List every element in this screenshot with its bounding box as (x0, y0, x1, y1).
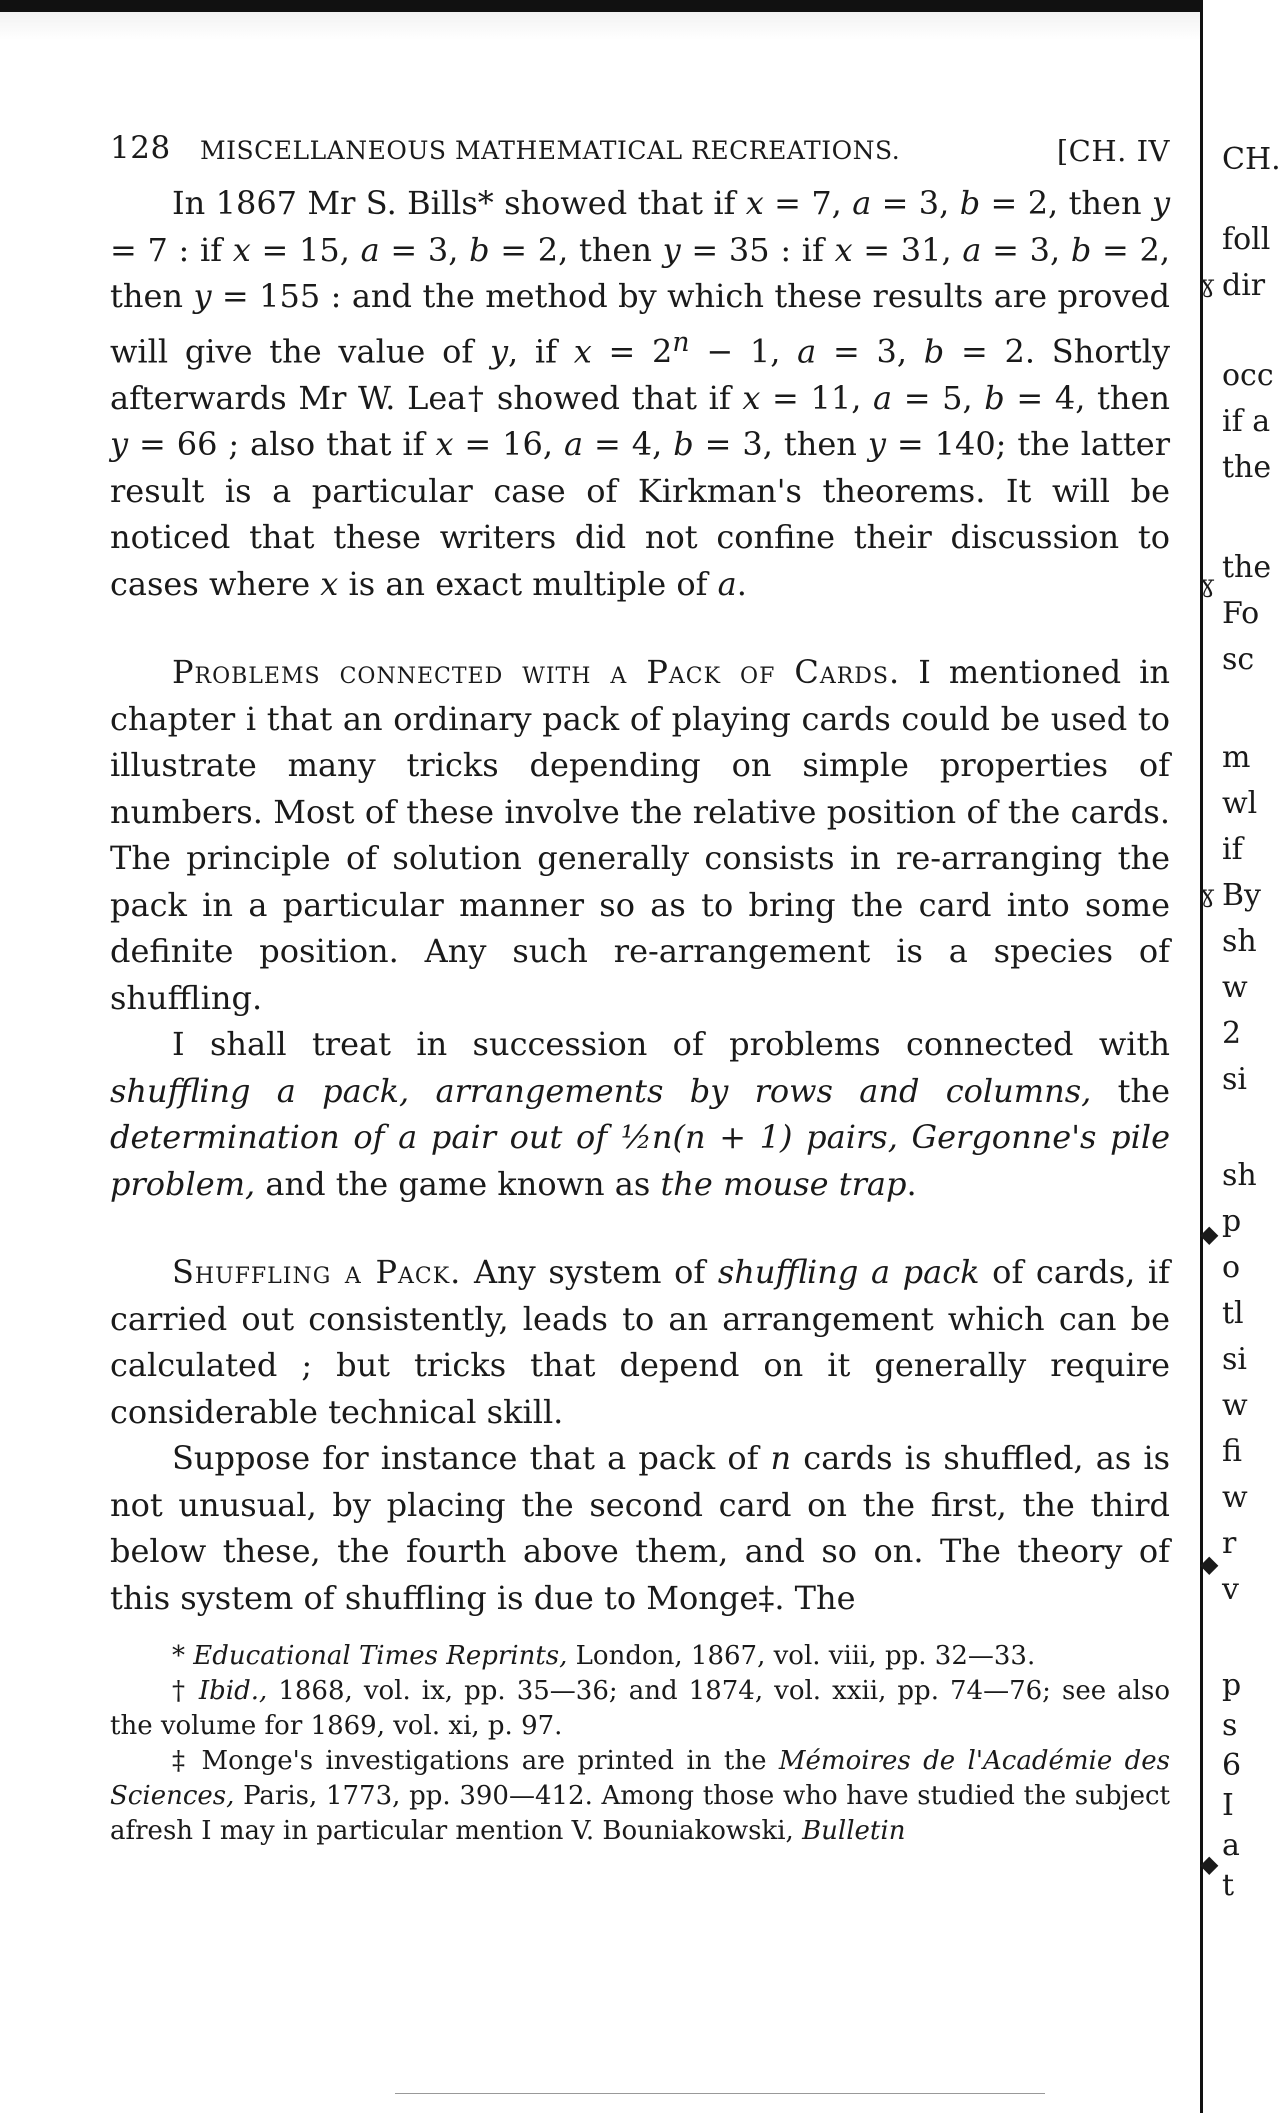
facing-page-fragment: the (1222, 450, 1272, 485)
binding-mark: ɣ (1200, 570, 1215, 598)
facing-page-fragment: m (1222, 740, 1251, 775)
facing-page-fragment: p (1222, 1204, 1242, 1239)
running-title: MISCELLANEOUS MATHEMATICAL RECREATIONS. (200, 136, 901, 165)
facing-page-fragment: if a (1222, 404, 1271, 439)
paragraph-problem-list: I shall treat in succession of problems connected with shuffling a pack, arrangements by rows and columns, the determination of a pair out of ½n(n + 1) pairs, Gergonne's pile problem, and the game known as the mouse trap. (110, 1025, 1171, 1203)
binding-mark: ◆ (1200, 1550, 1219, 1578)
facing-page-fragment: w (1222, 970, 1248, 1005)
facing-page-fragment: I (1222, 1788, 1234, 1823)
footnotes (110, 1639, 1170, 1849)
facing-page-fragment: sh (1222, 1158, 1257, 1193)
binding-mark: ◆ (1200, 1220, 1219, 1248)
facing-page-fragment: 2 (1222, 1016, 1242, 1051)
paragraph-monge: Suppose for instance that a pack of n cards is shuffled, as is not unusual, by placing the second card on the first, the third below these, the fourth above them, and so on. The theory of this system of shuffling is due to Monge‡. The (110, 1439, 1170, 1617)
facing-page-fragment: p (1222, 1668, 1242, 1703)
facing-page-fragment: w (1222, 1388, 1248, 1423)
facing-page-fragment: w (1222, 1480, 1248, 1515)
facing-page-fragment: 6 (1222, 1748, 1242, 1783)
facing-page-fragment: dir (1222, 268, 1266, 303)
facing-page-fragment: tl (1222, 1296, 1244, 1331)
facing-page-fragment: if (1222, 832, 1243, 867)
paragraph-bills-lea: In 1867 Mr S. Bills* showed that if x = 7, a = 3, b = 2, then y = 7 : if x = 15, a = 3, b = 2, then y = 35 : if x = 31, a = 3, b = 2, then y = 155 : and the method by which these results are proved will give the value of y, if $x = 2^n - 1$, a = 3, b = 2. Shortly afterwards Mr W. Lea† showed that if x = 11, a = 5, b = 4, then y = 66 ; also that if x = 16, a = 4, b = 3, then y = 140; the latter result is a particular case of Kirkman's theorems. It will be noticed that these writers did not confine their discussion to cases where x is an exact multiple of a. (110, 184, 1171, 603)
running-header (110, 130, 1170, 180)
scan-top-border (0, 0, 1273, 12)
facing-page-header: CH. (1222, 142, 1281, 177)
binding-mark: ɣ (1200, 880, 1215, 908)
paragraph-pack-of-cards: Problems connected with a Pack of Cards. I mentioned in chapter i that an ordinary pack of playing cards could be used to illustrate many tricks depending on simple properties of numbers. Most of these involve the relative position of the cards. The principle of solution generally consists in re-arranging the pack in a particular manner so as to bring the card into some definite position. Any such re-arrangement is a species of shuffling. (110, 653, 1170, 1017)
facing-page-fragment: si (1222, 1342, 1247, 1377)
facing-page-fragment: v (1222, 1572, 1239, 1607)
paragraph-shuffling: Shuffling a Pack. Any system of shuffling a pack of cards, if carried out consistently, leads to an arrangement which can be calculated ; but tricks that depend on it generally require considerable technical skill. (110, 1253, 1171, 1431)
book-page (110, 130, 1170, 1849)
facing-page-fragment: foll (1222, 222, 1271, 257)
facing-page-fragment: t (1222, 1868, 1235, 1903)
chapter-label: [CH. IV (1056, 134, 1170, 168)
facing-page-fragment: wl (1222, 786, 1258, 821)
facing-page-fragment: r (1222, 1526, 1237, 1561)
facing-page-fragment: s (1222, 1708, 1238, 1743)
page-number: 128 (110, 130, 171, 166)
scan-top-shadow (0, 12, 1273, 40)
section-heading-pack-of-cards: Problems connected with a Pack of Cards. (172, 653, 901, 692)
section-heading-shuffling: Shuffling a Pack. (172, 1253, 462, 1292)
binding-mark: ◆ (1200, 1850, 1219, 1878)
footnote-3: ‡ Monge's investigations are printed in the Mémoires de l'Académie des Sciences, Paris, 1773, pp. 390—412. Among those who have studied the subject afresh I may in particular mention V. Bouniakowski, Bulletin (110, 1746, 1170, 1847)
facing-page-fragment: sc (1222, 642, 1255, 677)
facing-page-fragment: o (1222, 1250, 1241, 1285)
footnote-2: † Ibid., 1868, vol. ix, pp. 35—36; and 1874, vol. xxii, pp. 74—76; see also the volume for 1869, vol. xi, p. 97. (110, 1676, 1170, 1742)
footnote-1: * Educational Times Reprints, London, 1867, vol. viii, pp. 32—33. (172, 1641, 1036, 1672)
facing-page-fragment: occ (1222, 358, 1274, 393)
facing-page (1203, 0, 1273, 2113)
facing-page-fragment: a (1222, 1828, 1240, 1863)
scan-bottom-rule (395, 2093, 1045, 2094)
facing-page-fragment: Fo (1222, 596, 1260, 631)
binding-mark: ɣ (1200, 270, 1215, 298)
facing-page-fragment: fi (1222, 1434, 1243, 1469)
facing-page-fragment: si (1222, 1062, 1247, 1097)
facing-page-fragment: sh (1222, 924, 1257, 959)
facing-page-fragment: the (1222, 550, 1272, 585)
facing-page-fragment: By (1222, 878, 1261, 913)
